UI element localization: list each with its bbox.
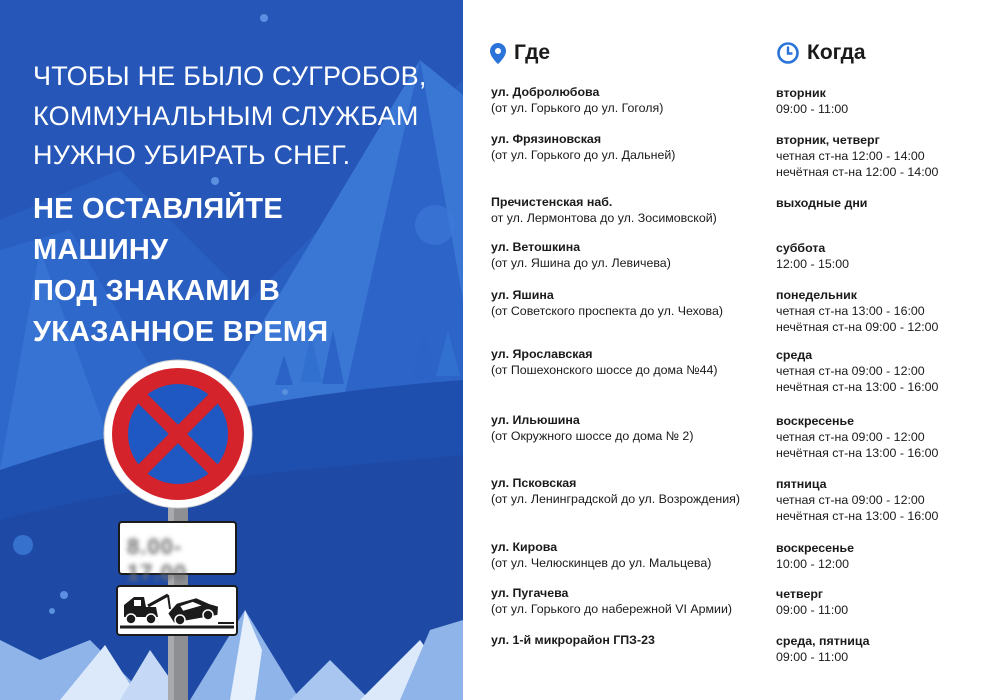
- schedule-item: [776, 540, 854, 572]
- warning-line-4: УКАЗАННОЕ ВРЕМЯ: [33, 316, 329, 348]
- street-segment: (от ул. Яшина до ул. Левичева): [491, 256, 671, 270]
- schedule-days: среда: [776, 348, 813, 362]
- schedule-item: [776, 413, 938, 461]
- tow-truck-icon: [118, 587, 236, 634]
- schedule-days: вторник: [776, 86, 826, 100]
- schedule-time: четная ст-на 09:00 - 12:00: [776, 493, 925, 507]
- street-name: ул. Ярославская: [491, 347, 593, 361]
- street-segment: (от Окружного шоссе до дома № 2): [491, 429, 694, 443]
- schedule-item: [776, 476, 938, 524]
- schedule-item: [776, 240, 849, 272]
- schedule-time: нечётная ст-на 09:00 - 12:00: [776, 320, 939, 334]
- street-item: [491, 412, 693, 444]
- street-item: [491, 346, 718, 378]
- street-name: ул. Псковская: [491, 476, 577, 490]
- street-item: [491, 287, 723, 319]
- street-segment: от ул. Лермонтова до ул. Зосимовской): [491, 211, 717, 225]
- lead-line-1: ЧТОБЫ НЕ БЫЛО СУГРОБОВ,: [33, 61, 427, 91]
- street-item: [491, 194, 717, 226]
- when-header-label: Когда: [807, 41, 866, 64]
- schedule-time: четная ст-на 12:00 - 14:00: [776, 149, 925, 163]
- street-item: [491, 632, 655, 648]
- warning-line-1: НЕ ОСТАВЛЯЙТЕ: [33, 193, 283, 225]
- schedule-time: четная ст-на 09:00 - 12:00: [776, 430, 925, 444]
- schedule-item: [776, 586, 848, 618]
- schedule-days: выходные дни: [776, 196, 868, 210]
- street-name: ул. Пугачева: [491, 586, 569, 600]
- where-header-label: Где: [514, 41, 551, 64]
- street-segment: (от Советского проспекта до ул. Чехова): [491, 304, 723, 318]
- schedule-item: [776, 195, 867, 211]
- street-segment: (от ул. Горького до набережной VI Армии): [491, 602, 733, 616]
- schedule-days: понедельник: [776, 288, 857, 302]
- schedule-item: [776, 287, 938, 335]
- schedule-days: вторник, четверг: [776, 133, 880, 147]
- map-pin-icon: [490, 43, 506, 64]
- street-item: [491, 131, 675, 163]
- schedule-time: 09:00 - 11:00: [776, 603, 849, 617]
- schedule-time: нечётная ст-на 12:00 - 14:00: [776, 165, 939, 179]
- street-name: ул. Добролюбова: [491, 85, 600, 99]
- time-plate: [118, 521, 237, 585]
- schedule-days: четверг: [776, 587, 824, 601]
- tow-truck-plate: [116, 585, 238, 636]
- lead-line-2: КОММУНАЛЬНЫМ СЛУЖБАМ: [33, 101, 419, 131]
- schedule-item: [776, 85, 848, 117]
- schedule-days: среда, пятница: [776, 634, 870, 648]
- street-item: [491, 239, 671, 271]
- schedule-item: [776, 633, 870, 665]
- warning-line-3: ПОД ЗНАКАМИ В: [33, 275, 281, 307]
- street-segment: (от ул. Ленинградской до ул. Возрождения): [491, 492, 741, 506]
- poster-panel: [0, 0, 463, 700]
- street-segment: (от ул. Горького до ул. Гоголя): [491, 101, 664, 115]
- street-name: ул. 1-й микрорайон ГПЗ-23: [491, 633, 655, 647]
- street-segment: (от ул. Горького до ул. Дальней): [491, 148, 676, 162]
- schedule-time: нечётная ст-на 13:00 - 16:00: [776, 446, 939, 460]
- street-item: [491, 84, 663, 116]
- schedule-days: суббота: [776, 241, 826, 255]
- schedule-days: воскресенье: [776, 541, 855, 555]
- warning-line-2: МАШИНУ: [33, 234, 169, 266]
- schedule-time: нечётная ст-на 13:00 - 16:00: [776, 509, 939, 523]
- clock-icon: [777, 42, 799, 64]
- schedule-days: пятница: [776, 477, 827, 491]
- schedule-time: 09:00 - 11:00: [776, 102, 849, 116]
- schedule-item: [776, 132, 938, 180]
- schedule-item: [776, 347, 938, 395]
- schedule-time: 10:00 - 12:00: [776, 557, 850, 571]
- schedule-days: воскресенье: [776, 414, 855, 428]
- street-item: [491, 585, 732, 617]
- street-name: ул. Фрязиновская: [491, 132, 602, 146]
- time-plate-text: 8.00-17.00: [127, 534, 188, 585]
- street-name: ул. Кирова: [491, 540, 558, 554]
- where-header: [490, 41, 550, 65]
- lead-line-3: НУЖНО УБИРАТЬ СНЕГ.: [33, 140, 351, 170]
- schedule-time: четная ст-на 09:00 - 12:00: [776, 364, 925, 378]
- schedule-time: нечётная ст-на 13:00 - 16:00: [776, 380, 939, 394]
- schedule-time: 12:00 - 15:00: [776, 257, 850, 271]
- street-name: ул. Ветошкина: [491, 240, 581, 254]
- street-segment: (от ул. Челюскинцев до ул. Мальцева): [491, 556, 712, 570]
- schedule-time: четная ст-на 13:00 - 16:00: [776, 304, 925, 318]
- street-item: [491, 539, 711, 571]
- street-item: [491, 475, 740, 507]
- street-segment: (от Пошехонского шоссе до дома №44): [491, 363, 718, 377]
- street-name: Пречистенская наб.: [491, 195, 613, 209]
- schedule-time: 09:00 - 11:00: [776, 650, 849, 664]
- street-name: ул. Яшина: [491, 288, 554, 302]
- street-name: ул. Ильюшина: [491, 413, 580, 427]
- when-header: [777, 41, 866, 65]
